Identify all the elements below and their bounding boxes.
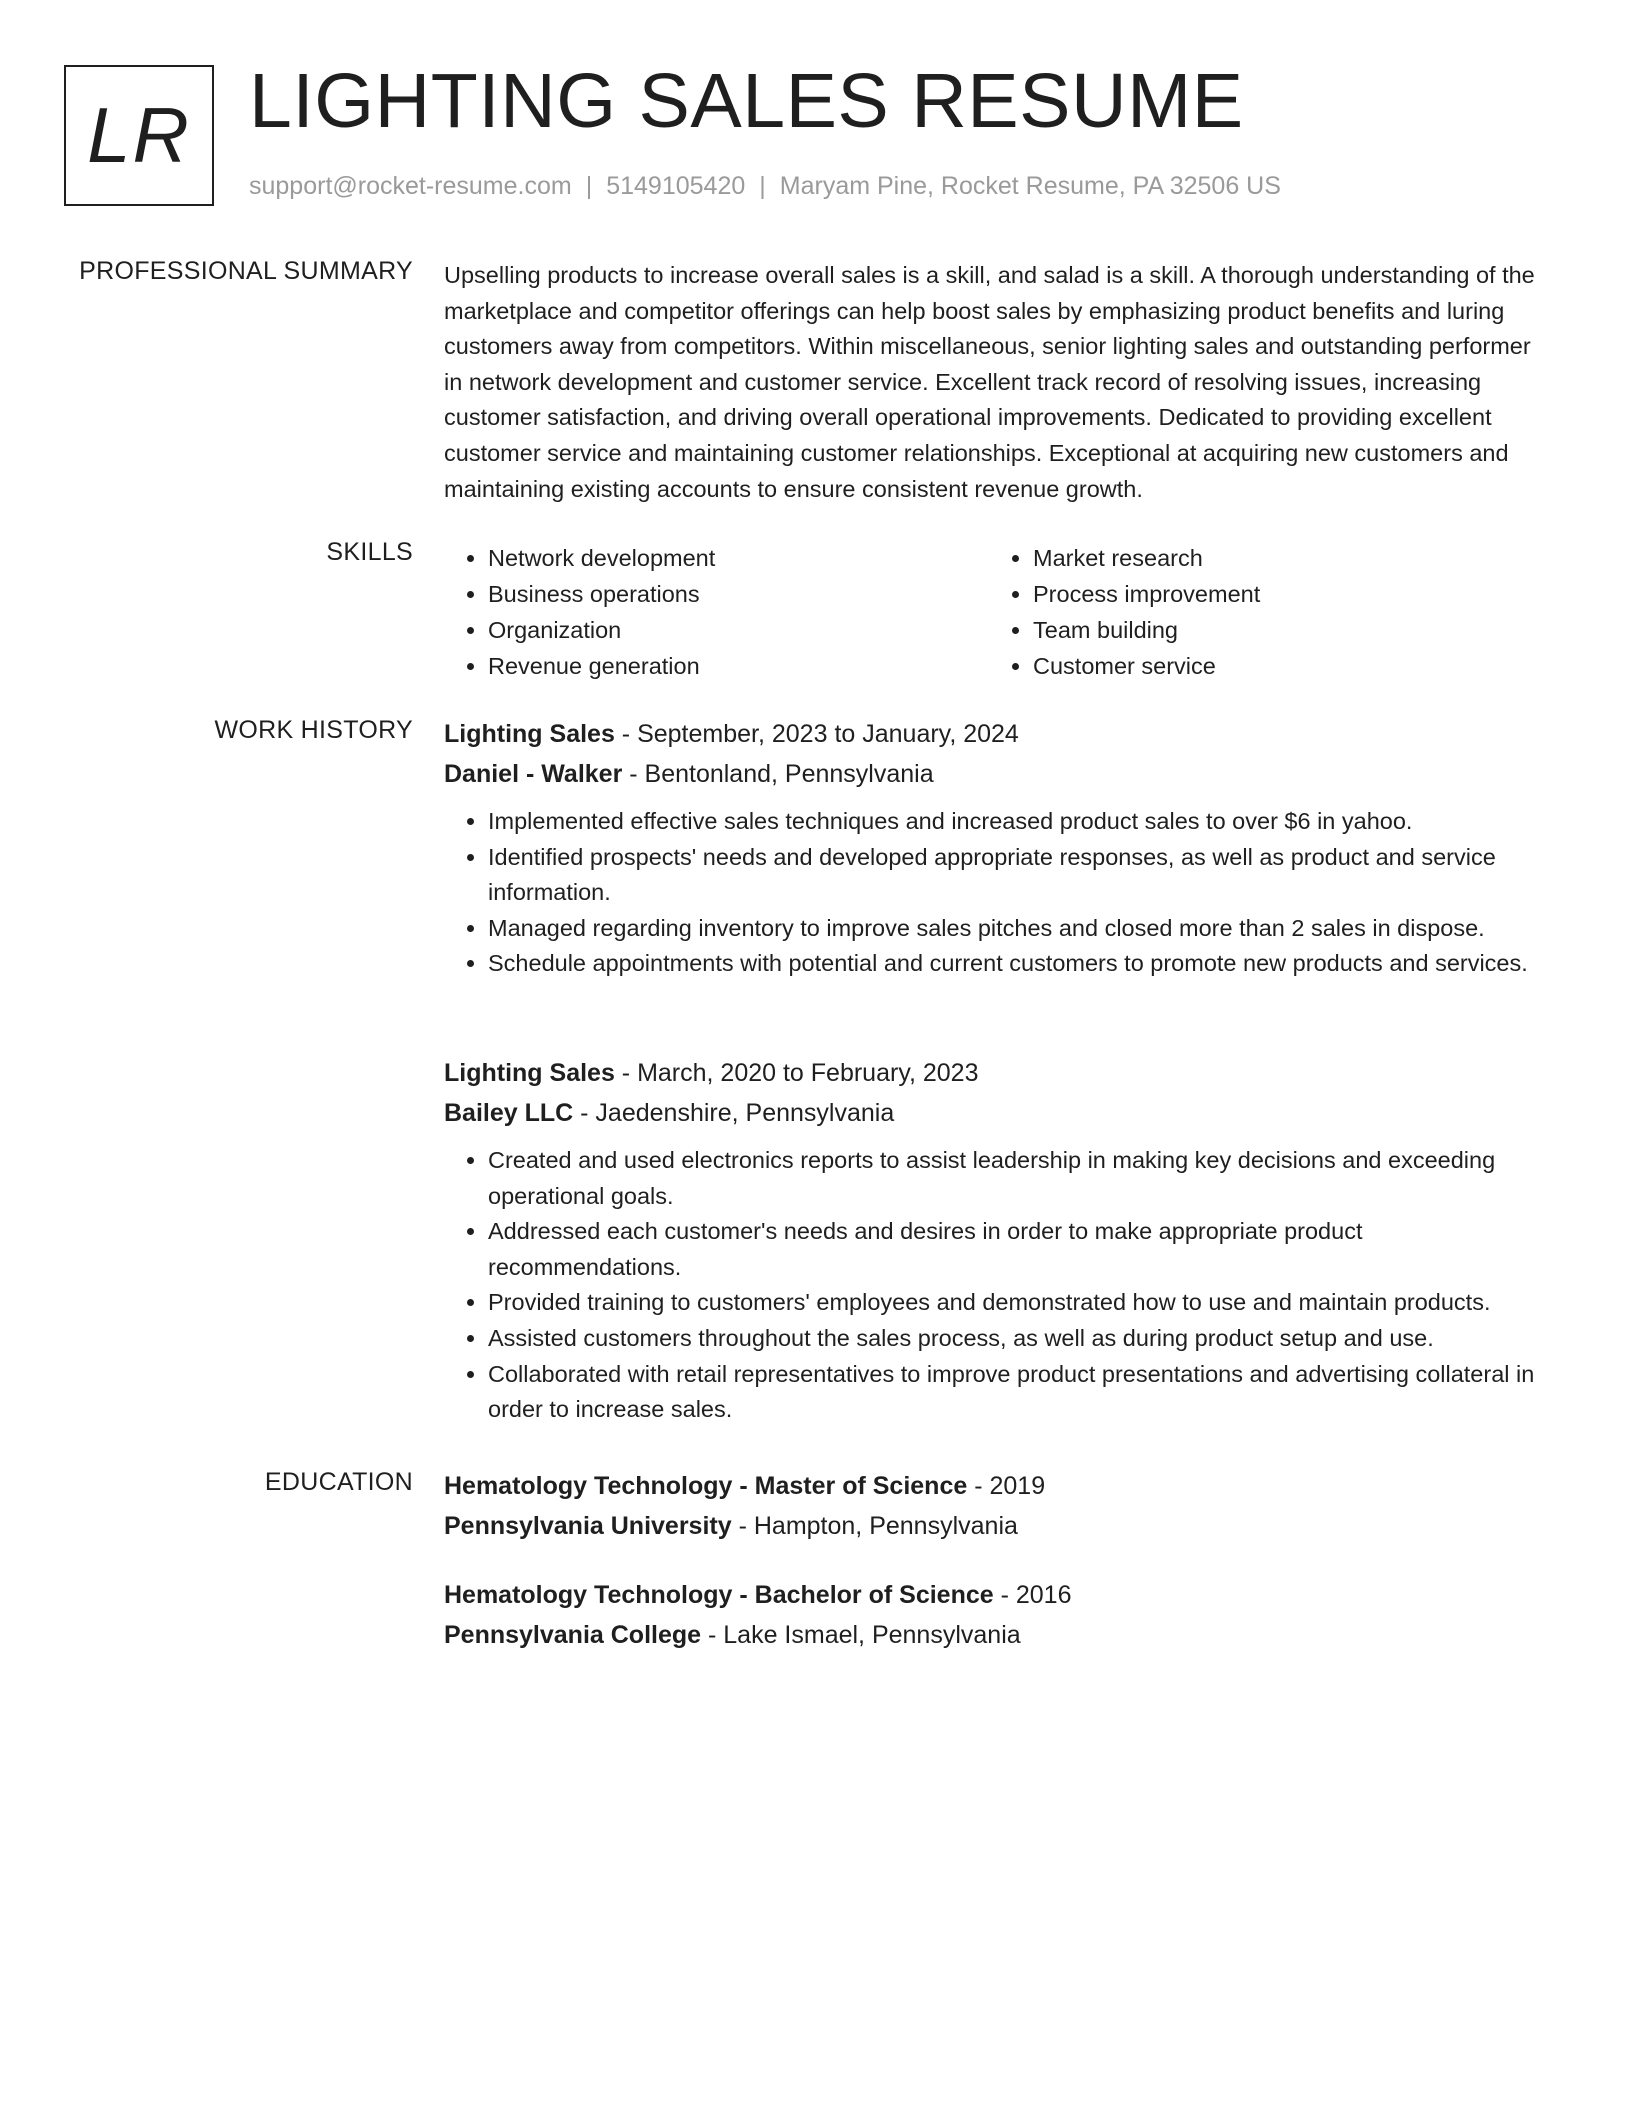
job-dates: - March, 2020 to February, 2023 bbox=[614, 1059, 979, 1087]
section-label-summary: PROFESSIONAL SUMMARY bbox=[79, 257, 413, 285]
resume-title: LIGHTING SALES RESUME bbox=[249, 58, 1244, 144]
education-location: - Hampton, Pennsylvania bbox=[731, 1512, 1018, 1540]
job-location: - Jaedenshire, Pennsylvania bbox=[573, 1099, 895, 1127]
job-company-line bbox=[444, 754, 1554, 794]
skill-item: • Customer service bbox=[1033, 648, 1534, 684]
job-bullet: • Created and used electronics reports to assist leadership in making key decisions and exceeding operational goals. bbox=[488, 1143, 1554, 1214]
skills-list bbox=[444, 540, 1554, 684]
job-bullet: • Collaborated with retail representatives to improve product presentations and advertising collateral in order to increase sales. bbox=[488, 1357, 1554, 1428]
education-degree: Hematology Technology - Master of Science bbox=[444, 1472, 968, 1500]
education-school: Pennsylvania College bbox=[444, 1621, 702, 1649]
skill-item: • Organization bbox=[488, 612, 989, 648]
skills-column-right bbox=[989, 540, 1534, 684]
contact-email: support@rocket-resume.com bbox=[249, 172, 572, 200]
job-bullets bbox=[444, 1143, 1554, 1428]
job-title-line bbox=[444, 1053, 1554, 1093]
education-location: - Lake Ismael, Pennsylvania bbox=[701, 1621, 1021, 1649]
education-entry bbox=[444, 1466, 1554, 1546]
education-year: - 2016 bbox=[993, 1581, 1072, 1609]
job-bullet: • Addressed each customer's needs and desires in order to make appropriate product recommendations. bbox=[488, 1214, 1554, 1285]
education-degree: Hematology Technology - Bachelor of Science bbox=[444, 1581, 994, 1609]
section-label-work-history: WORK HISTORY bbox=[214, 716, 413, 744]
education-entry bbox=[444, 1575, 1554, 1655]
job-company-line bbox=[444, 1093, 1554, 1133]
job-dates: - September, 2023 to January, 2024 bbox=[614, 720, 1019, 748]
contact-address: Maryam Pine, Rocket Resume, PA 32506 US bbox=[779, 172, 1281, 200]
section-label-education: EDUCATION bbox=[264, 1468, 413, 1496]
skills-column-left bbox=[444, 540, 989, 684]
education-year: - 2019 bbox=[967, 1472, 1046, 1500]
job-bullet: • Identified prospects' needs and developed appropriate responses, as well as product and service information. bbox=[488, 840, 1554, 911]
education-degree-line bbox=[444, 1575, 1554, 1615]
job-title-line bbox=[444, 714, 1554, 754]
contact-line bbox=[249, 172, 1281, 201]
job-bullet: • Implemented effective sales techniques and increased product sales to over $6 in yahoo. bbox=[488, 804, 1554, 840]
skill-item: • Market research bbox=[1033, 540, 1534, 576]
skill-item: • Business operations bbox=[488, 576, 989, 612]
contact-phone: 5149105420 bbox=[606, 172, 746, 200]
job-bullet: • Provided training to customers' employees and demonstrated how to use and maintain products. bbox=[488, 1285, 1554, 1321]
education-school-line bbox=[444, 1506, 1554, 1546]
job-company: Bailey LLC bbox=[444, 1099, 574, 1127]
section-label-skills: SKILLS bbox=[326, 538, 413, 566]
contact-separator: | bbox=[585, 172, 593, 200]
job-company: Daniel - Walker bbox=[444, 760, 623, 788]
job-bullet: • Managed regarding inventory to improve sales pitches and closed more than 2 sales in dispose. bbox=[488, 911, 1554, 947]
job-title: Lighting Sales bbox=[444, 1059, 615, 1087]
job-bullets bbox=[444, 804, 1554, 982]
skill-item: • Revenue generation bbox=[488, 648, 989, 684]
summary-text: Upselling products to increase overall sales is a skill, and salad is a skill. A thorough understanding of the marketplace and competitor offerings can help boost sales by emphasizing product benefits and luring customers away from competitors. Within miscellaneous, senior lighting sales and outstanding performer in network development and customer service. Excellent track record of resolving issues, increasing customer satisfaction, and driving overall operational improvements. Dedicated to providing excellent customer service and maintaining customer relationships. Exceptional at acquiring new customers and maintaining existing accounts to ensure consistent revenue growth. bbox=[444, 262, 1535, 502]
contact-separator: | bbox=[759, 172, 766, 200]
skill-item: • Network development bbox=[488, 540, 989, 576]
education-school-line bbox=[444, 1615, 1554, 1655]
monogram-logo: LR bbox=[64, 65, 214, 206]
education-school: Pennsylvania University bbox=[444, 1512, 732, 1540]
job-entry bbox=[444, 1053, 1554, 1428]
education-degree-line bbox=[444, 1466, 1554, 1506]
job-bullet: • Assisted customers throughout the sales process, as well as during product setup and use. bbox=[488, 1321, 1554, 1357]
job-bullet: • Schedule appointments with potential and current customers to promote new products and services. bbox=[488, 946, 1554, 982]
job-title: Lighting Sales bbox=[444, 720, 615, 748]
job-entry bbox=[444, 714, 1554, 982]
job-location: - Bentonland, Pennsylvania bbox=[622, 760, 934, 788]
skill-item: • Team building bbox=[1033, 612, 1534, 648]
skill-item: • Process improvement bbox=[1033, 576, 1534, 612]
